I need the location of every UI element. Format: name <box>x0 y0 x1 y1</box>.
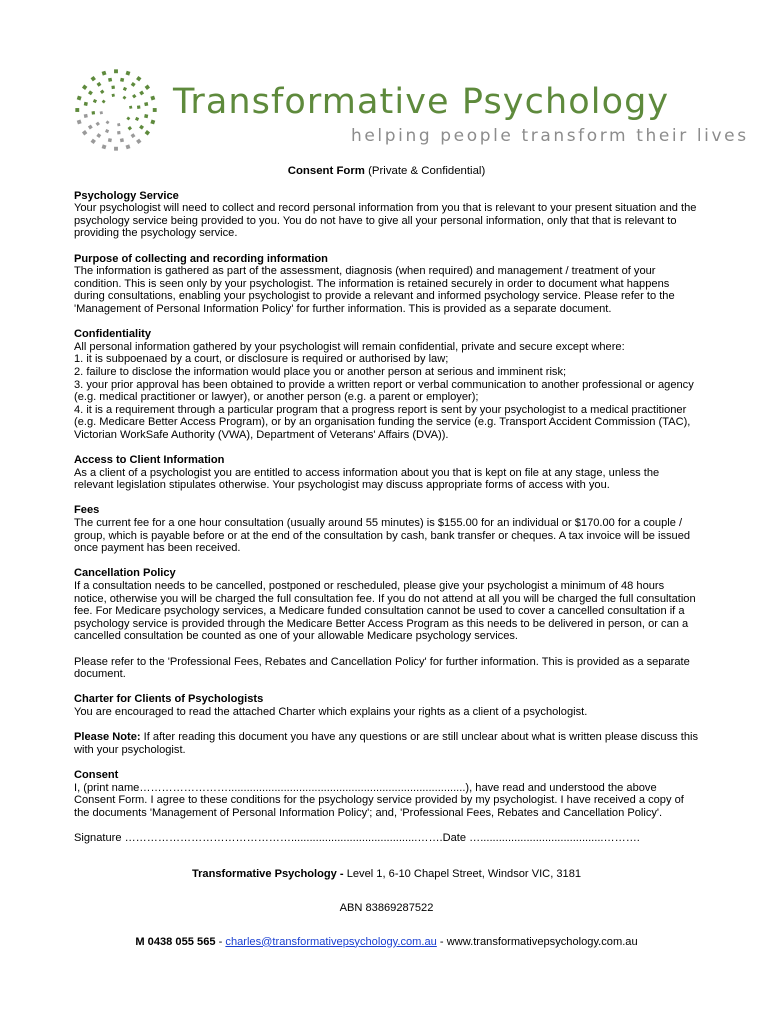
section-access <box>74 454 699 492</box>
section-heading: Charter for Clients of Psychologists <box>74 693 264 706</box>
logo-dot <box>126 116 130 120</box>
section-please-note <box>74 731 699 756</box>
logo-dot <box>111 86 115 90</box>
logo-dot <box>108 78 112 82</box>
footer <box>74 868 699 948</box>
logo-dot <box>93 99 97 103</box>
logo-dot <box>75 108 79 112</box>
footer-contact-line <box>74 936 699 949</box>
logo-dot <box>126 144 131 149</box>
logo-dot <box>128 126 132 130</box>
logo-dot <box>100 111 103 114</box>
signature-line: Signature ……………………………………….........................................…….Date …........................................………. <box>74 831 640 844</box>
logo-dot <box>88 125 93 130</box>
footer-address-line <box>74 868 699 881</box>
logo-dot <box>91 139 96 144</box>
brand-tagline: helping people transform their lives <box>351 126 749 146</box>
footer-company: Transformative Psychology - <box>191 868 344 881</box>
logo-dot <box>77 96 82 101</box>
logo-dot <box>131 82 136 87</box>
list-item: 4. it is a requirement through a particular program that a progress report is sent by your psychologist to a medical practitioner (e.g. Medicare Better Access Program), or by an organisation funding the service (e.g. Transport Accident Commission (TAC), Victorian WorkSafe Authority (VWA), Department of Veterans' Affairs (DVA)). <box>74 403 691 441</box>
footer-email-link[interactable]: charles@transformativepsychology.com.au <box>225 935 437 948</box>
logo-dot <box>105 129 109 133</box>
section-cancellation <box>74 567 699 643</box>
footer-address: Level 1, 6-10 Chapel Street, Windsor VIC, 3181 <box>343 868 582 881</box>
section-body: Your psychologist will need to collect and record personal information from you that is relevant to your present situation and the psychology service being provided to you. You do not have to give all your personal information, only that that is relevant to providing the psychology service. <box>74 202 697 240</box>
section-heading: Fees <box>74 504 100 517</box>
logo-dot <box>84 114 88 118</box>
logo-dot <box>102 100 106 104</box>
list-item: 3. your prior approval has been obtained to provide a written report or verbal communication to another professional or agency (e.g. medical practitioner or lawyer), or another person (e.g. a parent or employer); <box>74 378 694 404</box>
logo-dot <box>131 133 136 138</box>
footer-separator: - <box>436 935 447 948</box>
section-heading: Consent <box>74 768 119 781</box>
logo-dot <box>100 90 104 94</box>
section-body: Please refer to the 'Professional Fees, Rebates and Cancellation Policy' for further information. This is provided as a separate document. <box>74 655 690 681</box>
section-body: The current fee for a one hour consultation (usually around 55 minutes) is $155.00 for an individual or $170.00 for a couple / group, which is payable before or at the end of the consultation by cash, bank transfer or cheques. A tax invoice will be issued once payment has been received. <box>74 517 691 555</box>
logo-dot <box>122 96 126 100</box>
section-body: You are encouraged to read the attached Charter which explains your rights as a client of a psychologist. <box>74 705 588 718</box>
logo-dot <box>132 94 136 98</box>
logo-dot <box>96 133 101 138</box>
footer-separator: - <box>215 935 226 948</box>
section-purpose <box>74 253 699 316</box>
logo-dot <box>120 138 124 142</box>
logo-dot <box>102 71 107 76</box>
logo-dot <box>91 76 96 81</box>
logo-dot <box>77 120 82 125</box>
section-heading: Psychology Service <box>74 189 179 202</box>
logo-dot <box>129 106 132 109</box>
logo-dot <box>136 139 141 144</box>
list-item: 1. it is subpoenaed by a court, or disclosure is required or authorised by law; <box>74 353 449 366</box>
logo-dot <box>150 96 155 101</box>
logo-dot <box>145 85 150 90</box>
consent-statement: I, (print name…………………….............................................................................), have read and understood the above Consent Form. I agree to these conditions for the psychology service provided by my psychologist. I have received a copy of the documents 'Management of Personal Information Policy'; and, 'Professional Fees, Rebates and Cancellation Policy'. <box>74 781 684 819</box>
circular-dots-logo-icon <box>72 66 160 154</box>
logo-dot <box>139 91 144 96</box>
logo-dot <box>97 82 102 87</box>
logo-dot <box>153 108 157 112</box>
logo-dot <box>96 122 100 126</box>
footer-mobile: M 0438 055 565 <box>135 935 216 948</box>
section-body: If a consultation needs to be cancelled, postponed or rescheduled, please give your psychologist a minimum of 48 hours notice, otherwise you will be charged the full consultation fee. If you do not attend at all you will be charged the full consultation fee. For Medicare psychology services, a Medicare funded consultation cannot be used to cover a cancelled consultation if a psychology service is provided through the Medicare Better Access Program as this needs to be delivered in person, or can a cancelled consultation be counted as one of your allowable Medicare psychology services. <box>74 580 696 643</box>
section-fees-policy-reference <box>74 656 699 681</box>
form-title <box>74 165 699 178</box>
note-label: Please Note: <box>74 731 141 744</box>
logo-dot <box>88 90 93 95</box>
logo-dot <box>108 138 112 142</box>
logo-dot <box>137 105 141 109</box>
footer-website: www.transformativepsychology.com.au <box>446 935 638 948</box>
logo-dot <box>144 102 148 106</box>
section-body: The information is gathered as part of the assessment, diagnosis (when required) and management / treatment of your condition. This is seen only by your psychologist. The information is retained securely in order to document what happens during consultations, enabling your psychologist to provide a relevant and informed psychology service. Please refer to the 'Management of Personal Information Policy' for further information. This is provided as a separate document. <box>74 265 675 315</box>
logo-dot <box>82 85 87 90</box>
list-item: 2. failure to disclose the information would place you or another person at serious and imminent risk; <box>74 365 567 378</box>
section-body: As a client of a psychologist you are entitled to access information about you that is kept on file at any stage, unless the relevant legislation stipulates otherwise. Your psychologist may discuss appropriate forms of access with you. <box>74 466 660 492</box>
brand-name: Transformative Psychology <box>173 82 670 122</box>
footer-abn: ABN 83869287522 <box>339 902 434 915</box>
logo-dot <box>102 144 107 149</box>
section-heading: Cancellation Policy <box>74 567 176 580</box>
logo-dot <box>82 130 87 135</box>
logo-dot <box>139 125 144 130</box>
logo-dot <box>135 117 139 121</box>
section-fees <box>74 504 699 554</box>
logo-dot <box>126 71 131 76</box>
logo-dot <box>117 123 120 126</box>
logo-dot <box>84 102 88 106</box>
section-heading: Confidentiality <box>74 328 152 341</box>
logo-dot <box>136 76 141 81</box>
logo-dot <box>114 69 118 73</box>
consent-form-document <box>74 165 699 969</box>
section-psychology-service <box>74 190 699 240</box>
section-consent <box>74 769 699 819</box>
section-intro: All personal information gathered by your psychologist will remain confidential, private and secure except where: <box>74 340 625 353</box>
logo-dot <box>92 111 96 115</box>
logo-dot <box>114 147 118 151</box>
logo-dot <box>145 130 150 135</box>
section-heading: Purpose of collecting and recording information <box>74 252 328 265</box>
logo-dot <box>106 120 110 124</box>
logo-dot <box>112 94 115 97</box>
form-subtitle: (Private & Confidential) <box>368 165 486 177</box>
letterhead <box>72 64 749 154</box>
section-charter <box>74 693 699 718</box>
section-confidentiality <box>74 328 699 441</box>
note-body: If after reading this document you have any questions or are still unclear about what is written please discuss this with your psychologist. <box>74 731 699 756</box>
form-title-text: Consent Form <box>287 165 365 177</box>
logo-dot <box>123 87 127 91</box>
section-heading: Access to Client Information <box>74 454 225 467</box>
logo-dot <box>120 78 124 82</box>
logo-dot <box>144 114 148 118</box>
logo-dot <box>150 120 155 125</box>
logo-dot <box>117 131 121 135</box>
